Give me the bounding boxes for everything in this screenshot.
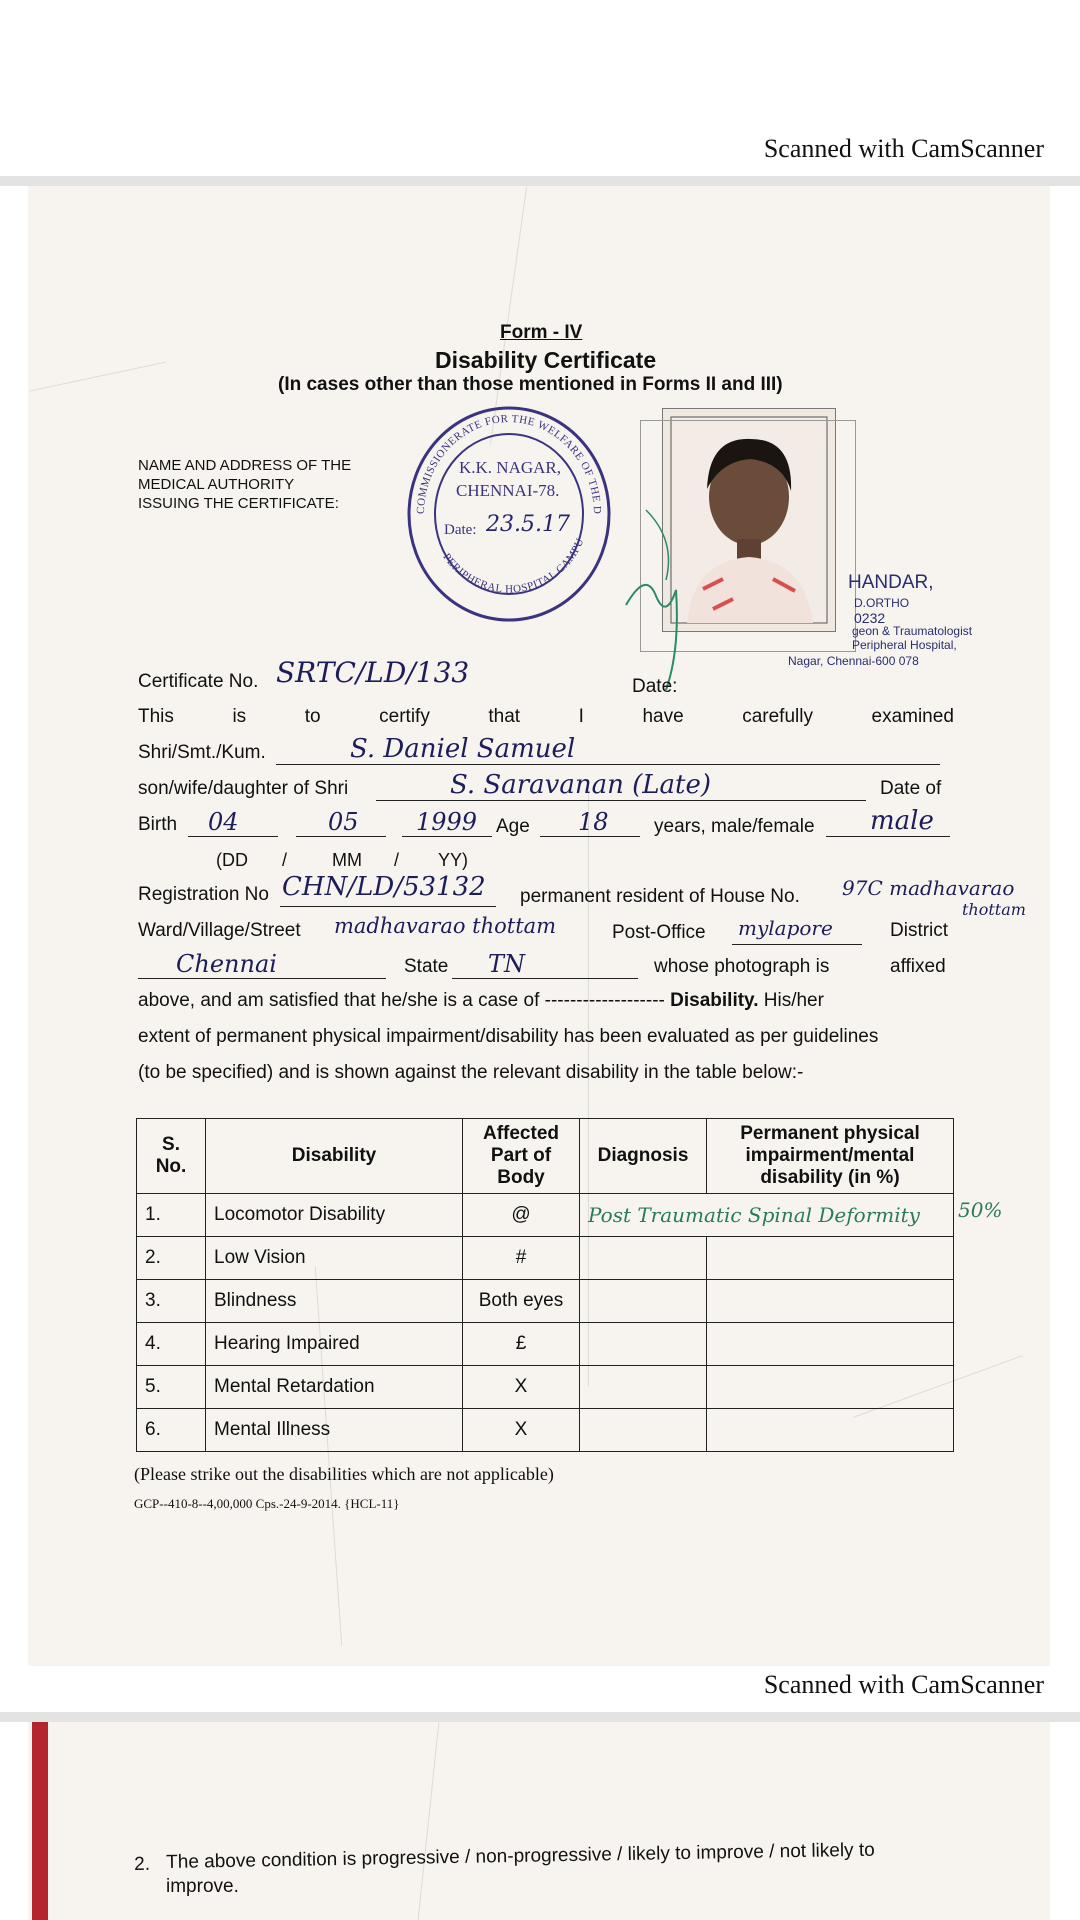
- signature-mark: [616, 500, 716, 690]
- row-affected-part: @: [463, 1194, 580, 1237]
- authority-label-line-1: NAME AND ADDRESS OF THE: [138, 457, 352, 474]
- date-of-label: Date of: [880, 778, 942, 799]
- column-header-affected-part: Affected Part of Body: [463, 1119, 580, 1194]
- table-row: [137, 1280, 954, 1323]
- disability-bold-label: Disability.: [670, 990, 759, 1011]
- row-percent: [707, 1323, 954, 1366]
- row-affected-part: X: [463, 1409, 580, 1452]
- extent-statement: extent of permanent physical impairment/disability has been evaluated as per guidelines: [138, 1026, 879, 1047]
- gender-value: male: [870, 806, 934, 836]
- seal-outer-top-text: COMMISSIONERATE FOR THE WELFARE OF THE D: [414, 412, 604, 515]
- table-row: [137, 1366, 954, 1409]
- doctor-stamp-line-3: 0232: [854, 610, 886, 626]
- certify-line: [138, 706, 954, 728]
- table-row: [137, 1323, 954, 1366]
- table-row: [137, 1237, 954, 1280]
- page-2-condition-line-1: The above condition is progressive / non-progressive / likely to improve / not likely to: [166, 1839, 875, 1873]
- row-diagnosis: [580, 1323, 707, 1366]
- dob-day-value: 04: [208, 808, 239, 836]
- post-office-label: Post-Office: [612, 922, 706, 943]
- dob-dd-underline: [188, 836, 278, 837]
- registration-value: CHN/LD/53132: [282, 872, 486, 902]
- strike-out-note: (Please strike out the disabilities which are not applicable): [134, 1464, 554, 1484]
- date-separator: /: [282, 850, 288, 870]
- yy-hint: YY): [438, 850, 469, 870]
- birth-label: Birth: [138, 814, 178, 835]
- certificate-subtitle: (In cases other than those mentioned in Forms II and III): [278, 374, 783, 395]
- ward-label: Ward/Village/Street: [138, 920, 301, 941]
- row-disability: Mental Illness: [206, 1409, 463, 1452]
- date-separator: /: [394, 850, 400, 870]
- disability-table: [136, 1118, 954, 1452]
- scanner-watermark-middle: Scanned with CamScanner: [763, 1670, 1044, 1699]
- row-percent: [707, 1366, 954, 1409]
- row-sno: 2.: [137, 1237, 206, 1280]
- column-header-diagnosis: Diagnosis: [580, 1119, 707, 1194]
- row-diagnosis: Post Traumatic Spinal Deformity: [588, 1202, 920, 1227]
- column-header-impairment-percent: Permanent physical impairment/mental disability (in %): [707, 1119, 954, 1194]
- state-value: TN: [488, 950, 526, 978]
- doctor-stamp-line-6: Nagar, Chennai-600 078: [788, 654, 919, 668]
- row-percent: [707, 1280, 954, 1323]
- certificate-number-value: SRTC/LD/133: [276, 656, 470, 689]
- age-value: 18: [578, 808, 609, 836]
- certify-word: examined: [871, 706, 954, 727]
- row-diagnosis: [580, 1409, 707, 1452]
- row-sno: 1.: [137, 1194, 206, 1237]
- page-divider-top: [0, 176, 1080, 186]
- authority-label-line-3: ISSUING THE CERTIFICATE:: [138, 495, 339, 512]
- row-affected-part: £: [463, 1323, 580, 1366]
- age-label: Age: [496, 816, 530, 837]
- district-value: Chennai: [176, 950, 277, 978]
- column-header-disability: Disability: [206, 1119, 463, 1194]
- house-number-value: 97C madhavarao: [842, 876, 1015, 900]
- form-number: Form - IV: [500, 322, 583, 343]
- certify-word: is: [232, 706, 247, 727]
- age-underline: [540, 836, 640, 837]
- ward-value: madhavarao thottam: [334, 914, 557, 938]
- registration-underline: [280, 906, 496, 907]
- registration-label: Registration No: [138, 884, 269, 905]
- seal-date-label: Date:: [444, 522, 477, 538]
- doctor-stamp-line-2: D.ORTHO: [854, 596, 910, 610]
- seal-date-value: 23.5.17: [486, 512, 570, 537]
- affixed-label: affixed: [890, 956, 946, 977]
- name-label: Shri/Smt./Kum.: [138, 742, 266, 763]
- row-diagnosis: [580, 1366, 707, 1409]
- his-her-label: His/her: [763, 990, 824, 1011]
- gender-underline: [826, 836, 950, 837]
- row-sno: 5.: [137, 1366, 206, 1409]
- doctor-stamp-line-1: HANDAR,: [848, 572, 934, 593]
- page-2-binding-edge: [32, 1722, 48, 1920]
- authority-label: [138, 456, 351, 513]
- certificate-title: Disability Certificate: [435, 347, 657, 373]
- post-office-underline: [732, 944, 862, 945]
- certify-word: that: [488, 706, 521, 727]
- row-diagnosis-and-percent: [580, 1194, 954, 1237]
- doctor-stamp-line-4: geon & Traumatologist: [852, 624, 973, 638]
- printer-reference: GCP--410-8--4,00,000 Cps.-24-9-2014. {HCL-11}: [134, 1496, 400, 1511]
- satisfied-prefix: above, and am satisfied that he/she is a case of: [138, 990, 540, 1011]
- table-header-row: [137, 1119, 954, 1194]
- page-2-item-number: 2.: [134, 1853, 151, 1875]
- scanner-watermark-top: Scanned with CamScanner: [763, 134, 1044, 163]
- dob-yy-underline: [402, 836, 492, 837]
- row-affected-part: X: [463, 1366, 580, 1409]
- parent-label: son/wife/daughter of Shri: [138, 778, 349, 799]
- row-sno: 3.: [137, 1280, 206, 1323]
- post-office-value: mylapore: [738, 916, 833, 940]
- seal-line-1: K.K. NAGAR,: [459, 458, 561, 477]
- row-diagnosis: [580, 1280, 707, 1323]
- district-underline: [138, 978, 386, 979]
- row-affected-part: Both eyes: [463, 1280, 580, 1323]
- impairment-percent-value: 50%: [958, 1198, 1003, 1222]
- certify-word: to: [304, 706, 321, 727]
- district-label: District: [890, 920, 949, 941]
- page-divider-middle: [0, 1712, 1080, 1722]
- certify-word: I: [578, 706, 584, 727]
- certify-word: have: [642, 706, 684, 727]
- certificate-number-label: Certificate No.: [138, 671, 259, 692]
- column-header-sno: S. No.: [137, 1119, 206, 1194]
- parent-name-value: S. Saravanan (Late): [450, 770, 711, 800]
- resident-label: permanent resident of House No.: [520, 886, 800, 907]
- row-disability: Mental Retardation: [206, 1366, 463, 1409]
- dob-year-value: 1999: [416, 808, 478, 836]
- authority-label-line-2: MEDICAL AUTHORITY: [138, 476, 295, 493]
- table-row: [137, 1194, 954, 1237]
- row-disability: Locomotor Disability: [206, 1194, 463, 1237]
- seal-outer-bottom-text: PERIPHERAL HOSPITAL CAMPU: [440, 536, 587, 596]
- row-percent: [707, 1409, 954, 1452]
- seal-line-2: CHENNAI-78.: [456, 481, 560, 500]
- certificate-date-label: Date:: [632, 676, 678, 697]
- certify-word: carefully: [742, 706, 813, 727]
- state-label: State: [404, 956, 449, 977]
- specified-statement: (to be specified) and is shown against the relevant disability in the table below:-: [138, 1062, 804, 1083]
- applicant-name-value: S. Daniel Samuel: [350, 734, 576, 764]
- disability-blank: -------------------: [544, 990, 665, 1011]
- dob-month-value: 05: [328, 808, 359, 836]
- doctor-stamp-line-5: Peripheral Hospital,: [852, 638, 957, 652]
- state-underline: [452, 978, 638, 979]
- dd-hint: (DD: [216, 850, 248, 870]
- parent-underline: [376, 800, 866, 801]
- row-disability: Low Vision: [206, 1237, 463, 1280]
- row-affected-part: #: [463, 1237, 580, 1280]
- years-gender-label: years, male/female: [654, 816, 815, 837]
- name-underline: [276, 764, 940, 765]
- table-row: [137, 1409, 954, 1452]
- mm-hint: MM: [332, 850, 362, 870]
- dob-mm-underline: [296, 836, 386, 837]
- official-seal: [404, 404, 614, 624]
- page-2-condition-line-2: improve.: [166, 1876, 239, 1897]
- certify-word: certify: [379, 706, 430, 727]
- row-disability: Hearing Impaired: [206, 1323, 463, 1366]
- row-sno: 4.: [137, 1323, 206, 1366]
- whose-photograph-label: whose photograph is: [654, 956, 830, 977]
- house-number-continuation: thottam: [962, 900, 1026, 919]
- row-sno: 6.: [137, 1409, 206, 1452]
- certify-word: This: [138, 706, 174, 727]
- row-disability: Blindness: [206, 1280, 463, 1323]
- satisfied-statement: [138, 990, 824, 1012]
- row-diagnosis: [580, 1237, 707, 1280]
- row-percent: [707, 1237, 954, 1280]
